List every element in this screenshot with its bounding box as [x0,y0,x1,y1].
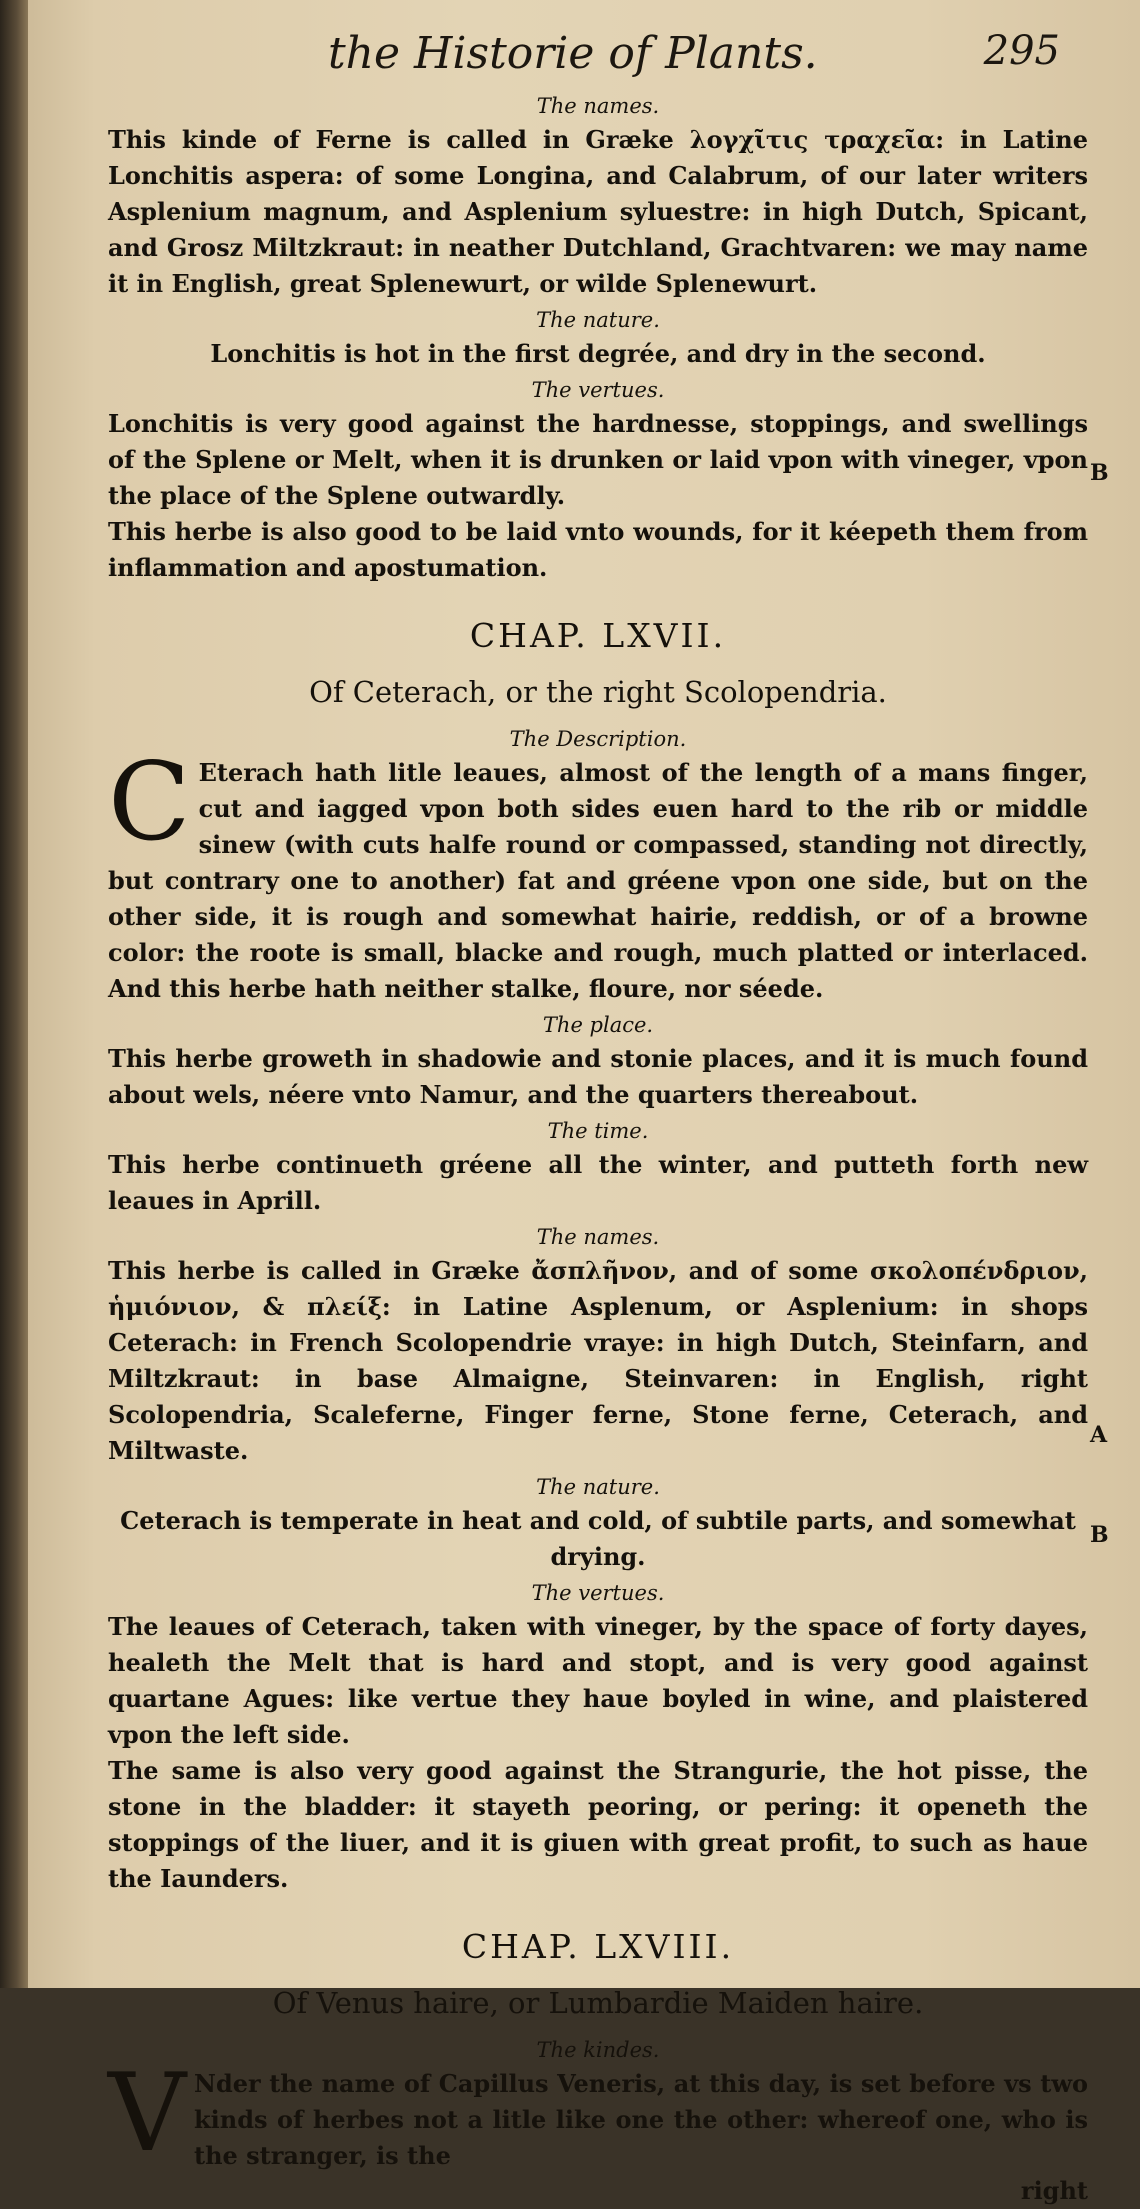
nature-paragraph: Lonchitis is hot in the first degrée, and dry in the second. [210,339,986,368]
names-section [108,1223,1088,1469]
time-section [108,1117,1088,1219]
vertues-heading: The vertues. [531,1581,665,1605]
names-heading: The names. [536,1225,660,1249]
nature-heading: The nature. [536,1475,660,1499]
vertues-heading: The vertues. [531,378,665,402]
chapter-number: CHAP. LXVII. [469,616,727,655]
margin-letter-b: B [1090,1522,1109,1548]
prev-chapter-nature [108,306,1088,372]
vertues-paragraph: Lonchitis is very good against the hardnesse, stoppings, and swellings of the Splene or Melt, when it is drunken or laid vpon with vineger, vpon the place of the Splene outwardly. [108,409,1088,510]
margin-letter-b: B [1090,460,1109,486]
page-number: 295 [983,28,1060,74]
place-paragraph: This herbe groweth in shadowie and stonie places, and it is much found about wels, néere vnto Namur, and the quarters thereabout. [108,1044,1088,1109]
time-paragraph: This herbe continueth gréene all the winter, and putteth forth new leaues in Aprill. [108,1150,1088,1215]
description-paragraph [108,740,1088,1007]
nature-heading: The nature. [536,308,660,332]
vertues-paragraph: The same is also very good against the Strangurie, the hot pisse, the stone in the bladder: it stayeth peoring, or pering: it openeth the stoppings of the liuer, and it is giuen with great profit, to such as haue the Iaunders. [108,1756,1088,1893]
description-text: Eterach hath litle leaues, almost of the length of a mans finger, cut and iagged vpon both sides euen hard to the rib or middle sinew (with cuts halfe round or compassed, standing not directly, but contrary one to another) fat and gréene vpon one side, but on the other side, it is rough and somewhat hairie, reddish, or of a browne color: the roote is small, blacke and rough, much platted or interlaced. And this herbe hath neither stalke, floure, nor séede. [108,758,1088,1003]
kindes-heading: The kindes. [536,2038,660,2062]
page-text-block [108,88,1088,2209]
book-gutter [0,0,28,1988]
chapter-number: CHAP. LXVIII. [461,1927,735,1966]
description-heading: The Description. [509,727,687,751]
vertues-paragraph: This herbe is also good to be laid vnto wounds, for it kéepeth them from inflammation and apostumation. [108,517,1088,582]
margin-letter-a: A [1090,1422,1108,1448]
place-section [108,1011,1088,1113]
kindes-section [108,2036,1088,2205]
chapter-title: Of Venus haire, or Lumbardie Maiden haire. [272,1986,924,2020]
running-title: the Historie of Plants. [328,28,818,79]
drop-cap: V [108,2051,186,2176]
time-heading: The time. [547,1119,649,1143]
nature-paragraph: Ceterach is temperate in heat and cold, of subtile parts, and somewhat drying. [120,1506,1076,1571]
description-section [108,725,1088,1007]
kindes-paragraph [108,2051,1088,2176]
names-paragraph: This herbe is called in Græke ἄσπλῆνον, and of some σκολοπένδριον, ἡμιόνιον, & πλείξ: in Latine Asplenum, or Asplenium: in shops Ceterach: in French Scolopendrie vraye: in high Dutch, Steinfarn, and Miltzkraut: in base Almaigne, Steinvaren: in English, right Scolopendria, Scaleferne, Finger ferne, Stone ferne, Ceterach, and Miltwaste. [108,1256,1088,1465]
nature-section [108,1473,1088,1575]
drop-cap: C [108,740,191,865]
vertues-paragraph: The leaues of Ceterach, taken with vineger, by the space of forty dayes, healeth the Melt that is hard and stopt, and is very good against quartane Agues: like vertue they haue boyled in wine, and plaistered vpon the left side. [108,1612,1088,1749]
prev-chapter-names [108,92,1088,302]
place-heading: The place. [542,1013,654,1037]
names-heading: The names. [536,94,660,118]
book-page [28,0,1140,2205]
vertues-section [108,1579,1088,1897]
chapter-title: Of Ceterach, or the right Scolopendria. [309,675,887,709]
names-paragraph: This kinde of Ferne is called in Græke λογχῖτις τραχεῖα: in Latine Lonchitis aspera: of some Longina, and Calabrum, of our later writers Asplenium magnum, and Asplenium syluestre: in high Dutch, Spicant, and Grosz Miltzkraut: in neather Dutchland, Grachtvaren: we may name it in English, great Splenewurt, or wilde Splenewurt. [108,125,1088,298]
kindes-text: Nder the name of Capillus Veneris, at this day, is set before vs two kinds of herbes not a litle like one the other: whereof one, who is the stranger, is the [194,2069,1088,2170]
prev-chapter-vertues [108,376,1088,586]
catchword: right [1020,2176,1088,2205]
